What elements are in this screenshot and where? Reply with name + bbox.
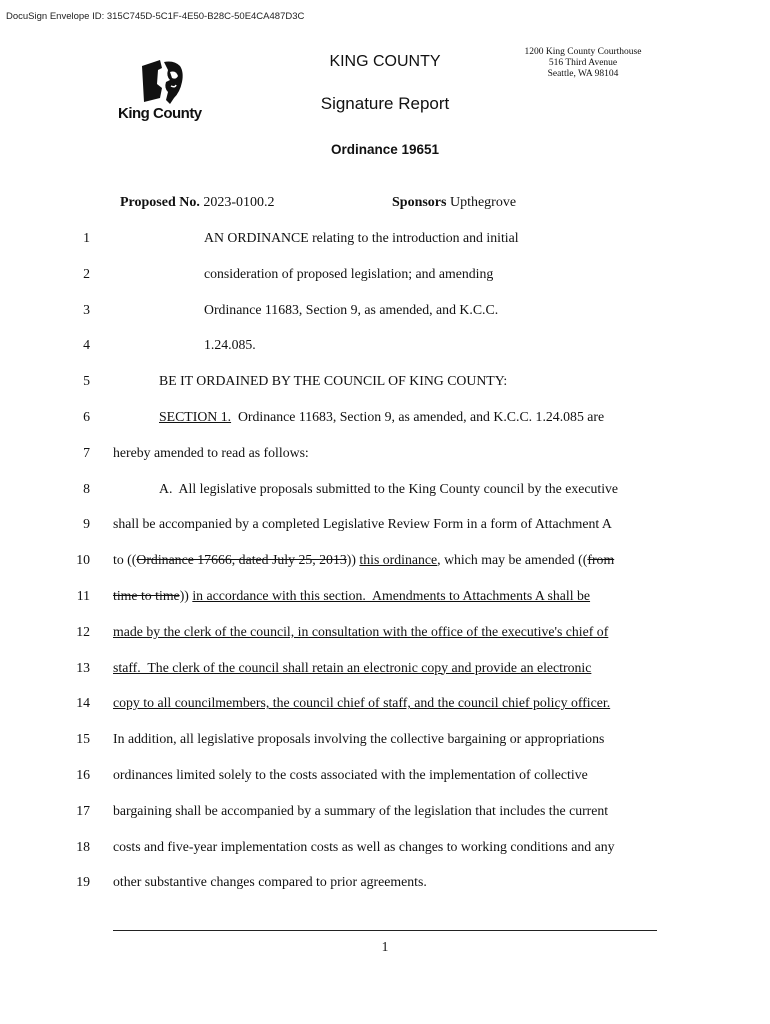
line-text bbox=[204, 266, 493, 282]
line-number: 12 bbox=[76, 623, 90, 639]
line-12 bbox=[0, 624, 770, 644]
line-text bbox=[113, 767, 588, 783]
king-county-logo bbox=[118, 58, 214, 128]
line-9 bbox=[0, 516, 770, 536]
address-line: 1200 King County Courthouse bbox=[524, 47, 642, 57]
line-number: 8 bbox=[83, 480, 90, 496]
line-number: 17 bbox=[76, 802, 90, 818]
text-segment: consideration of proposed legislation; and amending bbox=[204, 265, 494, 281]
line-text bbox=[113, 445, 309, 461]
struck-text: Ordinance 17666, dated July 25, 2013 bbox=[136, 552, 347, 568]
line-text bbox=[159, 481, 618, 497]
line-text bbox=[113, 839, 615, 855]
text-segment: to (( bbox=[113, 552, 137, 568]
sponsors-label: Sponsors bbox=[392, 195, 447, 210]
footer-divider bbox=[113, 930, 657, 931]
line-11 bbox=[0, 588, 770, 608]
line-text bbox=[113, 731, 604, 747]
line-17 bbox=[0, 803, 770, 823]
text-segment: shall be accompanied by a completed Legislative Review Form in a form of Attachment A bbox=[113, 516, 612, 532]
line-number: 16 bbox=[76, 767, 90, 782]
line-number: 5 bbox=[83, 373, 90, 389]
line-text bbox=[113, 516, 612, 532]
text-segment: 1.24.085. bbox=[204, 337, 256, 353]
proposed-value: 2023-0100.2 bbox=[203, 195, 275, 210]
text-segment: bargaining shall be accompanied by a summary of the legislation that includes the current bbox=[113, 802, 609, 818]
text-segment: ordinances limited solely to the costs associated with the implementation of collective bbox=[113, 767, 588, 782]
line-7 bbox=[0, 445, 770, 465]
underlined-text: SECTION 1. bbox=[159, 409, 232, 424]
text-segment: Ordinance 11683, Section 9, as amended, and K.C.C. bbox=[204, 301, 499, 317]
line-15 bbox=[0, 731, 770, 751]
line-text bbox=[204, 337, 256, 353]
text-segment: costs and five-year implementation costs as well as changes to working conditions and any bbox=[113, 838, 615, 854]
text-segment: BE IT ORDAINED BY THE COUNCIL OF KING COUNTY: bbox=[159, 373, 508, 389]
line-text bbox=[113, 695, 610, 711]
address-line: 516 Third Avenue bbox=[548, 58, 618, 68]
logo-text: King County bbox=[118, 105, 202, 122]
line-number: 2 bbox=[83, 265, 90, 281]
struck-text: from bbox=[587, 552, 615, 568]
line-number: 14 bbox=[76, 695, 90, 711]
line-number: 19 bbox=[76, 874, 90, 890]
line-number: 13 bbox=[76, 659, 90, 675]
line-6 bbox=[0, 409, 770, 429]
county-heading: KING COUNTY bbox=[329, 53, 441, 70]
line-number: 1 bbox=[83, 230, 90, 245]
line-number: 15 bbox=[76, 731, 90, 747]
underlined-text: copy to all councilmembers, the council chief of staff, and the council chief policy officer. bbox=[113, 695, 611, 711]
line-text bbox=[159, 409, 604, 425]
text-segment: )) bbox=[346, 552, 360, 568]
line-text bbox=[204, 302, 498, 318]
line-text bbox=[113, 660, 591, 676]
line-4 bbox=[0, 337, 770, 357]
text-segment: In addition, all legislative proposals involving the collective bargaining or appropriations bbox=[113, 731, 605, 747]
courthouse-address bbox=[508, 47, 658, 80]
line-number: 9 bbox=[83, 516, 90, 532]
underlined-text: staff. The clerk of the council shall retain an electronic copy and provide an electronic bbox=[113, 659, 592, 675]
text-segment: AN ORDINANCE relating to the introduction and initial bbox=[204, 230, 519, 245]
mlk-portrait-icon bbox=[140, 58, 186, 106]
line-text bbox=[204, 230, 519, 246]
line-3 bbox=[0, 302, 770, 322]
text-segment: )) bbox=[179, 588, 193, 603]
proposed-label: Proposed No. bbox=[120, 195, 200, 210]
struck-text: time to time bbox=[113, 588, 180, 603]
page-number: 1 bbox=[381, 939, 389, 954]
line-text bbox=[113, 874, 427, 890]
line-18 bbox=[0, 839, 770, 859]
line-16 bbox=[0, 767, 770, 787]
text-segment: hereby amended to read as follows: bbox=[113, 444, 309, 460]
line-8 bbox=[0, 481, 770, 501]
line-13 bbox=[0, 660, 770, 680]
underlined-text: in accordance with this section. Amendments to Attachments A shall be bbox=[192, 588, 591, 603]
line-number: 4 bbox=[83, 337, 90, 353]
docusign-envelope-id: DocuSign Envelope ID: 315C745D-5C1F-4E50-B28C-50E4CA487D3C bbox=[6, 11, 305, 22]
underlined-text: made by the clerk of the council, in consultation with the office of the executive's chief of bbox=[113, 623, 609, 639]
underlined-text: this ordinance bbox=[359, 552, 438, 568]
sponsors-value: Upthegrove bbox=[449, 195, 517, 210]
text-segment: Ordinance 11683, Section 9, as amended, and K.C.C. 1.24.085 are bbox=[231, 409, 605, 424]
line-1 bbox=[0, 230, 770, 250]
line-number: 7 bbox=[83, 444, 90, 460]
line-text bbox=[159, 373, 507, 389]
text-segment: A. All legislative proposals submitted to the King County council by the executive bbox=[159, 480, 619, 496]
line-number: 11 bbox=[76, 588, 90, 603]
line-text bbox=[113, 624, 608, 640]
line-number: 10 bbox=[76, 552, 90, 568]
address-line: Seattle, WA 98104 bbox=[547, 69, 619, 79]
line-10 bbox=[0, 552, 770, 572]
line-text bbox=[113, 588, 590, 604]
text-segment: other substantive changes compared to prior agreements. bbox=[113, 874, 427, 890]
report-title: Signature Report bbox=[320, 94, 450, 113]
line-number: 18 bbox=[76, 838, 90, 854]
sponsors bbox=[392, 195, 516, 211]
line-14 bbox=[0, 695, 770, 715]
line-text bbox=[113, 552, 614, 568]
line-text bbox=[113, 803, 608, 819]
line-number: 6 bbox=[83, 409, 90, 424]
text-segment: , which may be amended (( bbox=[437, 552, 588, 568]
line-5 bbox=[0, 373, 770, 393]
proposed-number bbox=[120, 195, 275, 211]
line-2 bbox=[0, 266, 770, 286]
ordinance-number: Ordinance 19651 bbox=[330, 142, 440, 157]
line-19 bbox=[0, 874, 770, 894]
line-number: 3 bbox=[83, 301, 90, 317]
